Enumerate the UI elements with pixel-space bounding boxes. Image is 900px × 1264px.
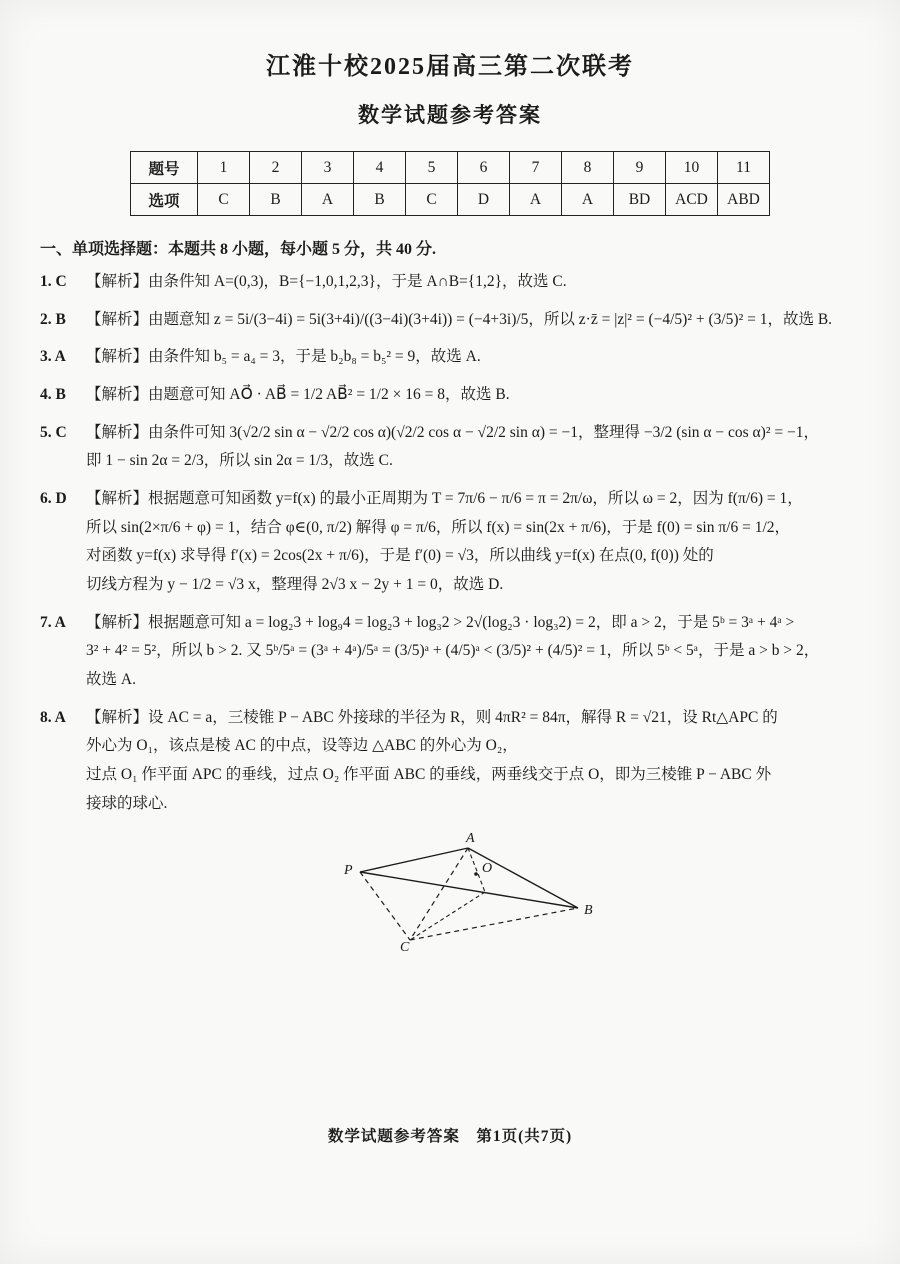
answer-table-header-label: 题号 (131, 152, 198, 184)
answer-table-number-cell: 9 (614, 152, 666, 184)
solution-body (86, 306, 860, 335)
answer-table (130, 151, 770, 216)
solution-4 (40, 381, 860, 410)
document-title: 江淮十校2025届高三第二次联考 (266, 54, 634, 80)
solution-line: 所以 sin(2×π/6 + φ) = 1，结合 φ∈(0, π/2) 解得 φ = π/6，所以 f(x) = sin(2x + π/6)，于是 f(0) = sin π/6 = 1/2， (86, 518, 791, 536)
answer-table-answer-cell: BD (614, 184, 666, 216)
figure-point-label-p: P (344, 863, 353, 879)
solution-body (86, 343, 860, 372)
solution-number: 3. A (40, 348, 66, 366)
answer-table-number-cell: 8 (562, 152, 614, 184)
solution-line: 故选 A. (86, 671, 136, 689)
solution-line: 【解析】根据题意可知 a = log₂3 + log₉4 = log₂3 + log₃2 > 2√(log₂3 · log₃2) = 2，即 a > 2，于是 5ᵇ = 3ᵃ + 4ᵃ > (86, 613, 795, 631)
solution-body (86, 381, 860, 410)
solution-body (86, 485, 860, 600)
solution-line: 即 1 − sin 2α = 2/3，所以 sin 2α = 1/3，故选 C. (86, 452, 393, 470)
answer-table-number-cell: 2 (250, 152, 302, 184)
solution-line: 【解析】由条件可知 3(√2/2 sin α − √2/2 cos α)(√2/2 cos α − √2/2 sin α) = −1，整理得 −3/2 (sin α − cos α)² = −1， (86, 423, 819, 441)
answer-table-answer-cell: C (198, 184, 250, 216)
solution-number: 4. B (40, 386, 66, 404)
answer-table-answer-cell: B (250, 184, 302, 216)
answer-table-answer-cell: D (458, 184, 510, 216)
answer-table-number-cell: 4 (354, 152, 406, 184)
geometry-figure (340, 832, 620, 952)
solution-body (86, 704, 860, 819)
solution-line: 3² + 4² = 5²，所以 b > 2. 又 5ᵇ/5ᵃ = (3ᵃ + 4ᵃ)/5ᵃ = (3/5)ᵃ + (4/5)ᵃ < (3/5)² + (4/5)² = 1，所以 5ᵇ < 5ᵃ，于是 a > b > 2， (86, 642, 820, 660)
tetrahedron-sketch (340, 832, 620, 952)
solution-3 (40, 343, 860, 372)
solution-5 (40, 419, 860, 476)
solution-7 (40, 609, 860, 695)
answer-table-number-cell: 1 (198, 152, 250, 184)
solution-6 (40, 485, 860, 600)
solution-2 (40, 306, 860, 335)
figure-point-label-a: A (466, 832, 475, 847)
solution-8 (40, 704, 860, 819)
answer-table-answer-cell: ABD (718, 184, 770, 216)
solution-number: 7. A (40, 613, 66, 631)
solution-number: 6. D (40, 490, 67, 508)
answer-table-answer-cell: ACD (666, 184, 718, 216)
solution-number: 2. B (40, 310, 66, 328)
figure-point-label-o: O (482, 861, 493, 877)
solution-line: 对函数 y=f(x) 求导得 f′(x) = 2cos(2x + π/6)，于是 f′(0) = √3，所以曲线 y=f(x) 在点(0, f(0)) 处的 (86, 547, 714, 565)
solution-line: 【解析】由条件知 A=(0,3)，B={−1,0,1,2,3}，于是 A∩B={1,2}，故选 C. (86, 273, 567, 290)
answer-table-number-cell: 11 (718, 152, 770, 184)
answer-table-number-cell: 6 (458, 152, 510, 184)
answer-table-answer-cell: C (406, 184, 458, 216)
page-footer: 数学试题参考答案 第1页(共7页) (327, 1128, 573, 1145)
solution-1 (40, 268, 860, 297)
answer-table-number-cell: 10 (666, 152, 718, 184)
figure-point-label-c: C (400, 940, 410, 953)
solution-number: 8. A (40, 708, 66, 726)
solution-body (86, 609, 860, 695)
solution-body (86, 419, 860, 476)
answer-table-number-cell: 3 (302, 152, 354, 184)
answer-table-answer-cell: B (354, 184, 406, 216)
solution-line: 切线方程为 y − 1/2 = √3 x，整理得 2√3 x − 2y + 1 = 0，故选 D. (86, 576, 504, 594)
answer-table-number-row (131, 152, 770, 184)
solution-line: 【解析】由题意可知 AO⃗ · AB⃗ = 1/2 AB⃗² = 1/2 × 16 = 8，故选 B. (86, 386, 510, 404)
solution-line: 外心为 O₁，该点是棱 AC 的中点，设等边 △ABC 的外心为 O₂， (86, 737, 518, 755)
solution-number: 5. C (40, 423, 67, 441)
answer-table-number-cell: 7 (510, 152, 562, 184)
answer-table-answer-row (131, 184, 770, 216)
solution-line: 过点 O₁ 作平面 APC 的垂线，过点 O₂ 作平面 ABC 的垂线，两垂线交于点 O，即为三棱锥 P − ABC 外 (86, 766, 772, 784)
point-o-dot (474, 873, 478, 877)
answer-table-answer-cell: A (510, 184, 562, 216)
solution-number: 1. C (40, 273, 67, 290)
solution-line: 接球的球心. (86, 794, 168, 812)
solution-line: 【解析】由题意知 z = 5i/(3−4i) = 5i(3+4i)/((3−4i)(3+4i)) = (−4+3i)/5，所以 z·z̄ = |z|² = (−4/5)² + (3/5)² = 1，故选 B. (86, 310, 833, 328)
solution-body (86, 268, 860, 297)
solution-line: 【解析】由条件知 b₅ = a₄ = 3，于是 b₂b₈ = b₅² = 9，故选 A. (86, 348, 481, 366)
solution-line: 【解析】根据题意可知函数 y=f(x) 的最小正周期为 T = 7π/6 − π/6 = π = 2π/ω，所以 ω = 2，因为 f(π/6) = 1， (86, 490, 803, 508)
answer-table-row-label: 选项 (131, 184, 198, 216)
figure-point-label-b: B (584, 903, 593, 919)
section-heading: 一、单项选择题：本题共 8 小题，每小题 5 分，共 40 分. (40, 241, 437, 258)
answer-table-answer-cell: A (302, 184, 354, 216)
answer-table-number-cell: 5 (406, 152, 458, 184)
document-subtitle: 数学试题参考答案 (358, 103, 542, 127)
solution-line: 【解析】设 AC = a，三棱锥 P − ABC 外接球的半径为 R，则 4πR² = 84π，解得 R = √21，设 Rt△APC 的 (86, 708, 778, 726)
answer-table-answer-cell: A (562, 184, 614, 216)
